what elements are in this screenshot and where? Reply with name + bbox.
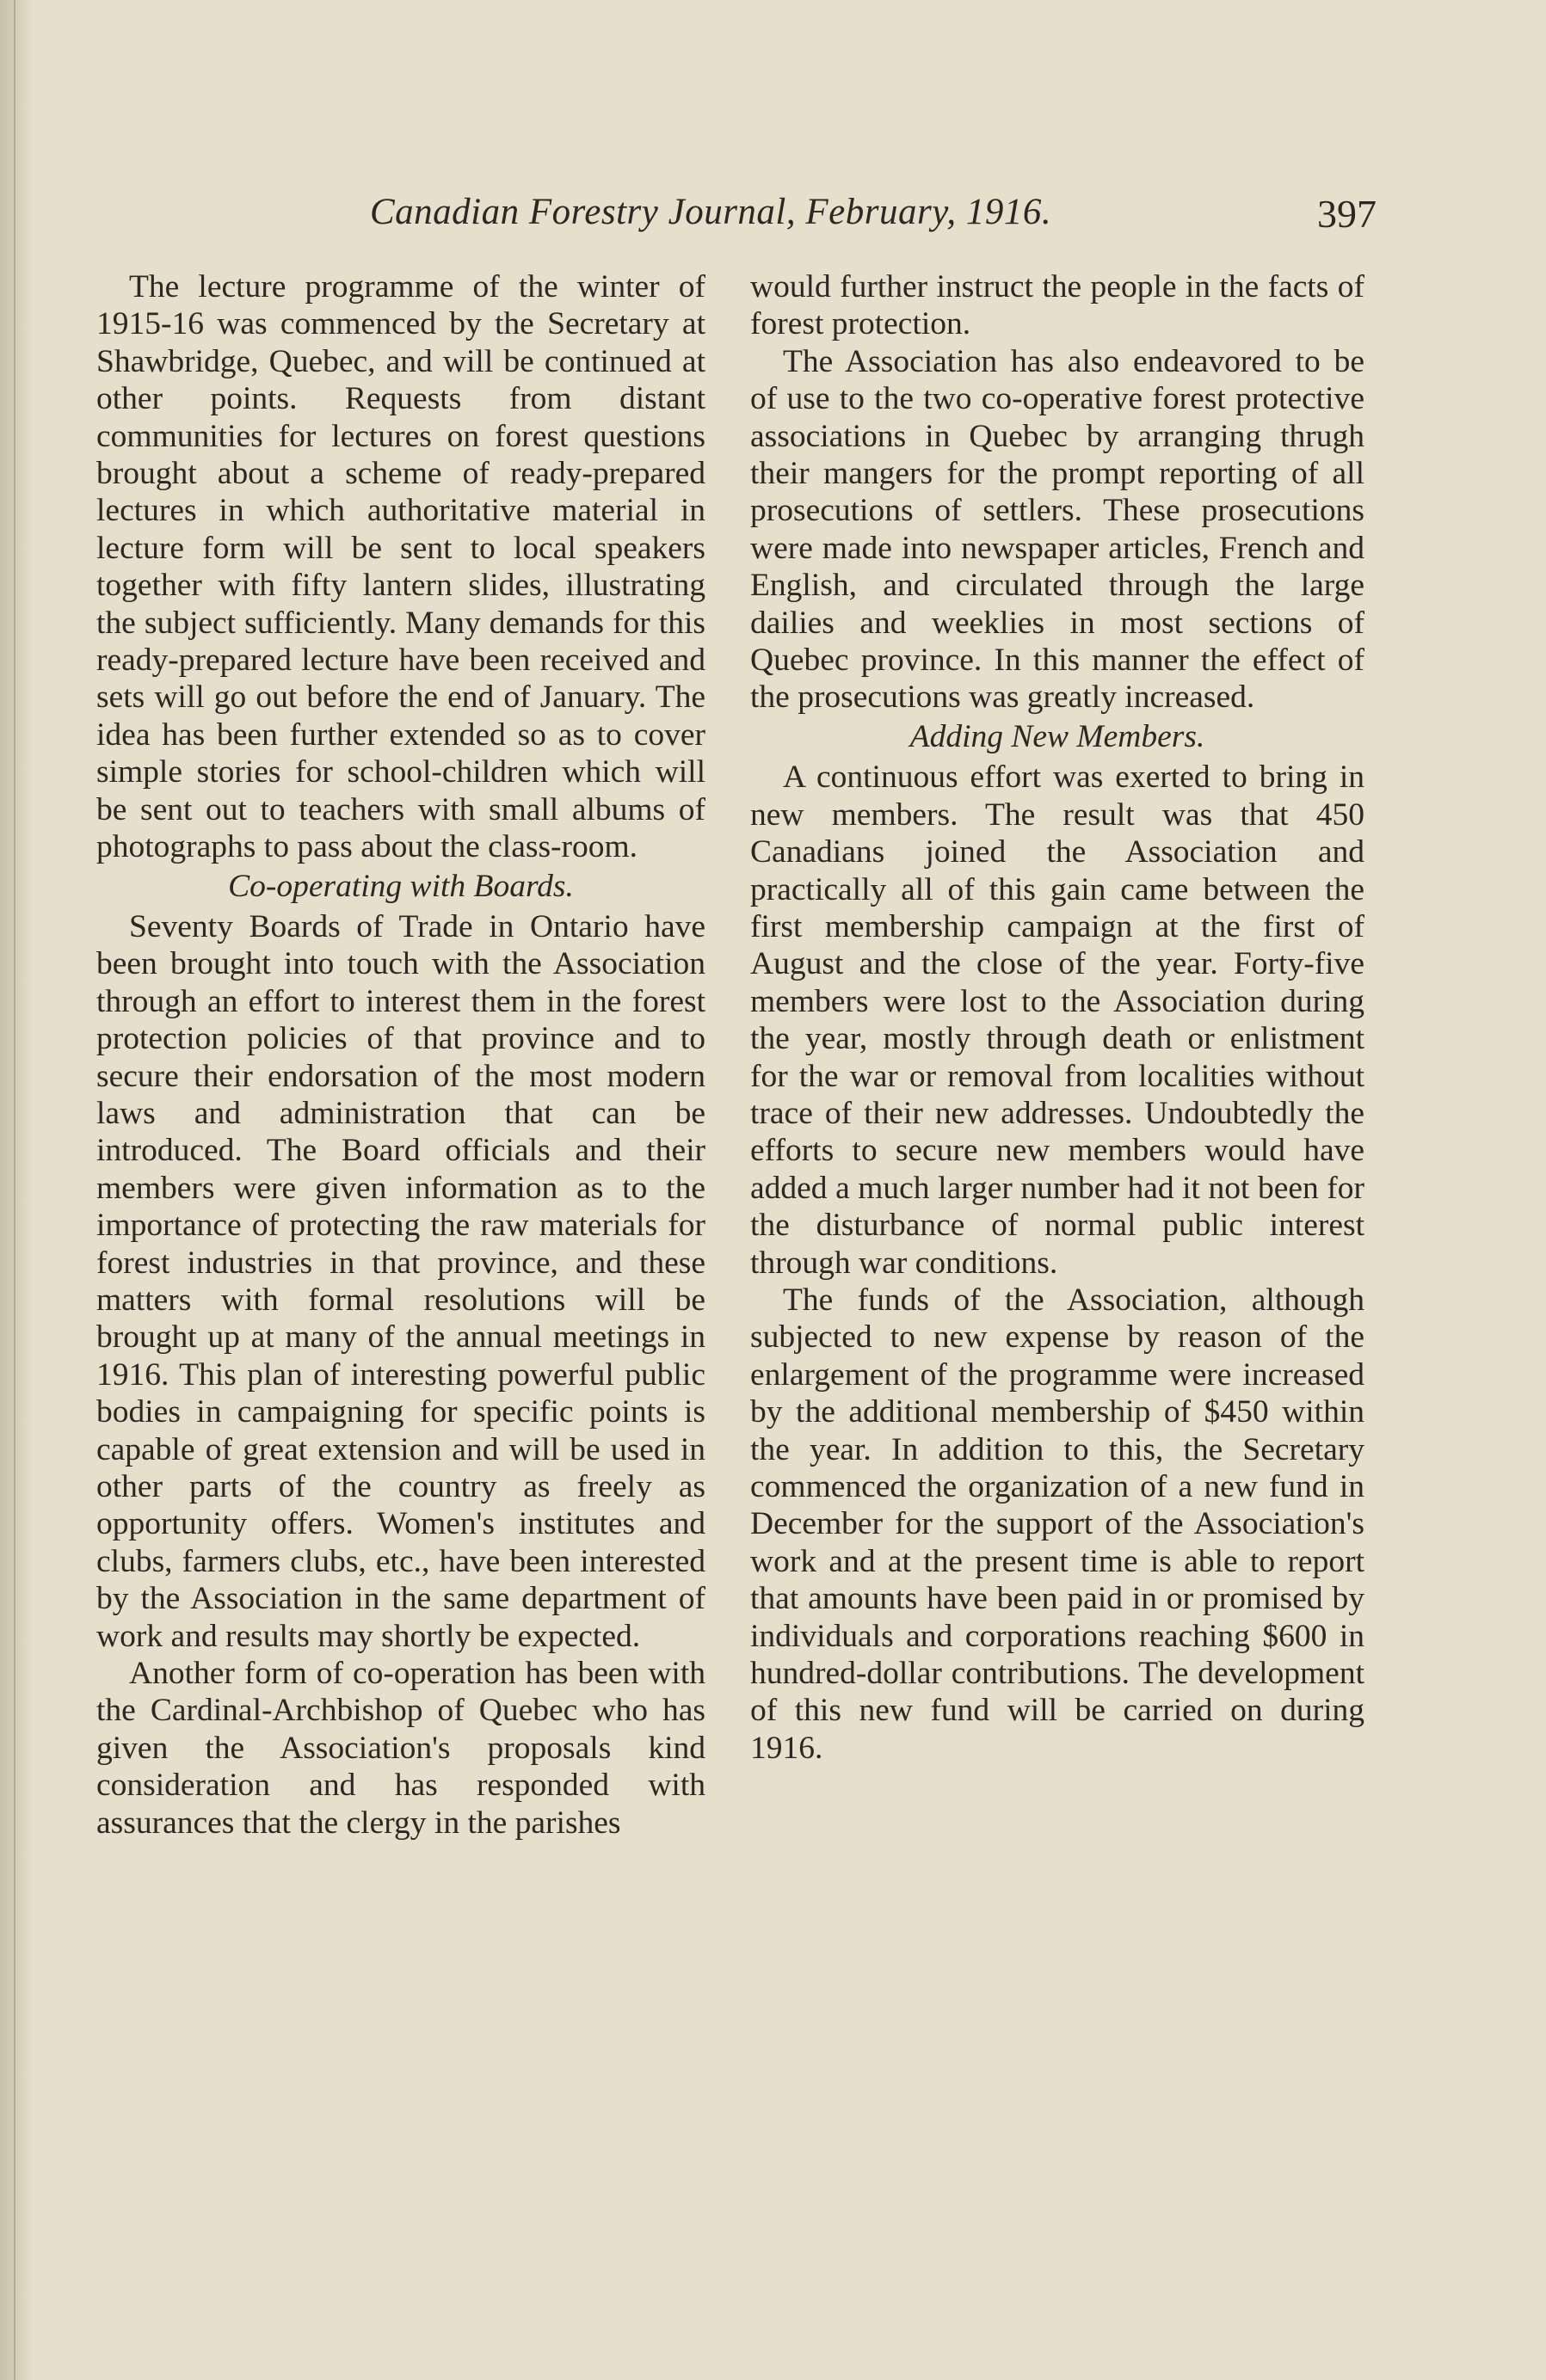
left-column (96, 268, 705, 1842)
paragraph-funds: The funds of the Association, although subjected to new expense by reason of the enlargement of the programme were increased by the additional membership of $450 within the year. In addition to this, the Secretary commenced the organization of a new fund in December for the support of the Association's work and at the present time is able to report that amounts have been paid in or promised by individuals and corporations reaching $600 in hundred-dollar contributions. The development of this new fund will be carried on during 1916. (750, 1282, 1364, 1766)
right-column (750, 268, 1364, 1767)
paragraph-quebec-associations: The Association has also endeavored to be of use to the two co-operative forest protective associations in Quebec by arranging thrugh their mangers for the prompt reporting of all prosecutions of settlers. These prosecutions were made into newspaper articles, French and English, and circulated through the large dailies and weeklies in most sections of Quebec province. In this manner the effect of the prosecutions was greatly increased. (750, 343, 1364, 716)
running-title: Canadian Forestry Journal, February, 1916. (370, 192, 1052, 232)
binding-line (14, 0, 15, 2380)
paragraph-cardinal-archbishop: Another form of co-operation has been with the Cardinal-Archbishop of Quebec who has given the Association's proposals kind consideration and has responded with assurances that the clergy in the parishes (96, 1656, 705, 1841)
paragraph-boards-of-trade: Seventy Boards of Trade in Ontario have been brought into touch with the Association through an effort to interest them in the forest protection policies of that province and to secure their endorsation of the most modern laws and administration that can be introduced. The Board officials and their members were given information as to the importance of protecting the raw materials for forest industries in that province, and these matters with formal resolutions will be brought up at many of the annual meetings in 1916. This plan of interesting powerful public bodies in campaigning for specific points is capable of great extension and will be used in other parts of the country as freely as opportunity offers. Women's institutes and clubs, farmers clubs, etc., have been interested by the Association in the same department of work and results may shortly be expected. (96, 908, 705, 1654)
page-spine-shadow (0, 0, 33, 2380)
paragraph-lecture-programme: The lecture programme of the winter of 1915-16 was commenced by the Secretary at Shawbridge, Quebec, and will be continued at other points. Requests from distant communities for lectures on forest questions brought about a scheme of ready-prepared lectures in which authoritative material in lecture form will be sent to local speakers together with fifty lantern slides, illustrating the subject sufficiently. Many demands for this ready-prepared lecture have been received and sets will go out before the end of January. The idea has been further extended so as to cover simple stories for school-children which will be sent out to teachers with small albums of photographs to pass about the class-room. (96, 269, 705, 865)
paragraph-new-members: A continuous effort was exerted to bring in new members. The result was that 450 Canadians joined the Association and practically all of this gain came between the first membership campaign at the first of August and the close of the year. Forty-five members were lost to the Association during the year, mostly through death or enlistment for the war or removal from localities without trace of their new addresses. Undoubtedly the efforts to secure new members would have added a much larger number had it not been for the disturbance of normal public interest through war conditions. (750, 760, 1364, 1281)
page-header (370, 191, 1377, 243)
section-heading-new-members: Adding New Members. (909, 718, 1205, 754)
page-number: 397 (1317, 192, 1377, 236)
paragraph-continuation: would further instruct the people in the facts of forest protection. (750, 269, 1364, 342)
section-heading-co-operating: Co-operating with Boards. (228, 868, 574, 904)
